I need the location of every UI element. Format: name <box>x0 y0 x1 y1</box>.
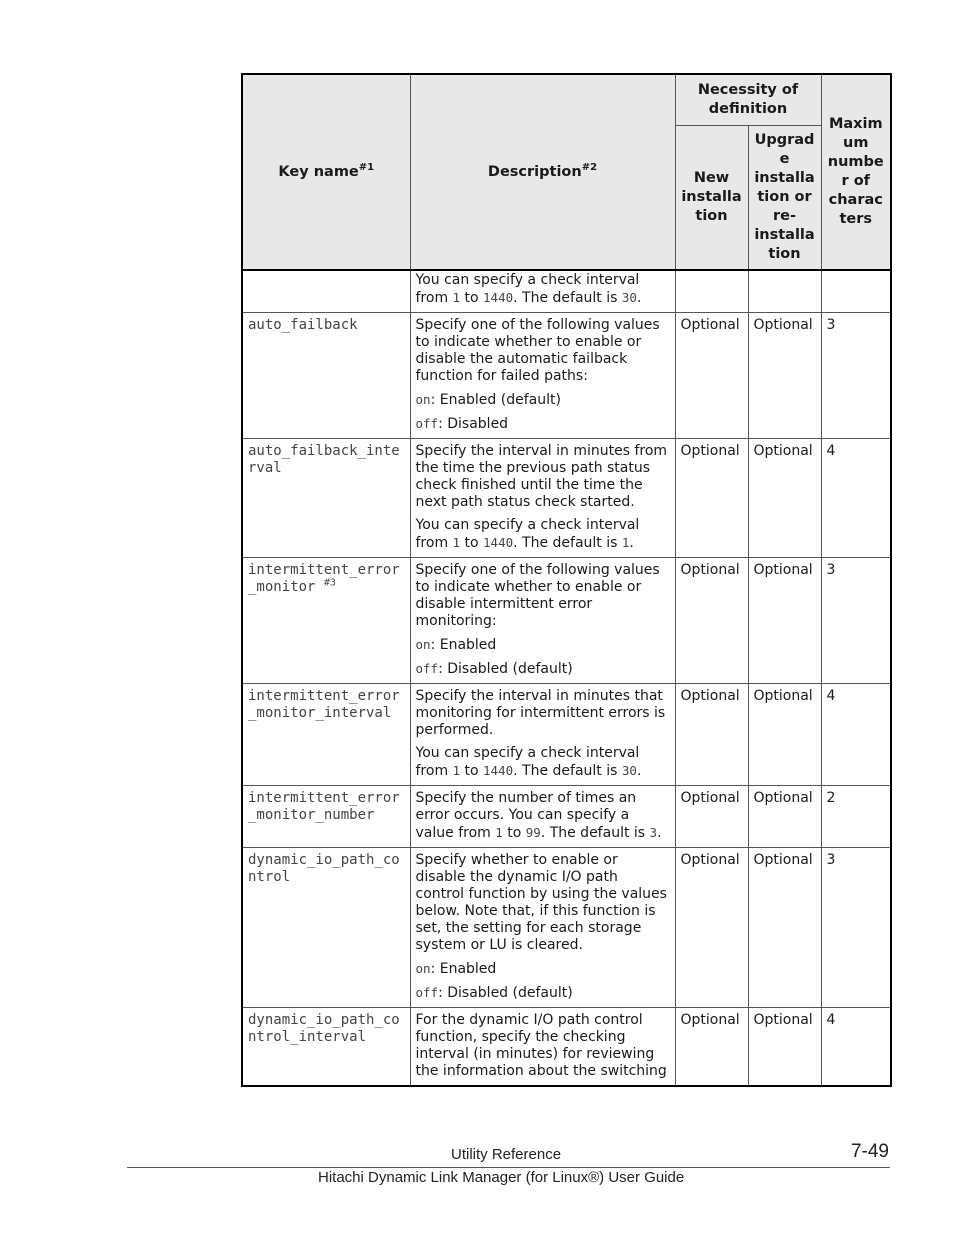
description-text: Specify the interval in minutes from the time the previous path status check finished until the time the next path status check started. <box>415 443 668 510</box>
code-value: 1 <box>452 763 461 778</box>
key-name-cell <box>242 313 410 439</box>
description-paragraph <box>416 443 670 511</box>
description-text: : Disabled (default) <box>438 661 573 677</box>
description-cell <box>410 270 675 313</box>
code-value: on <box>415 392 431 407</box>
header-upgrade: Upgrad e installa tion or re- installa tion <box>748 126 821 271</box>
description-paragraph <box>416 272 670 307</box>
code-value: 30 <box>621 763 637 778</box>
code-value: on <box>415 961 431 976</box>
upgrade-cell <box>748 270 821 313</box>
table-row <box>242 313 891 439</box>
description-text: to <box>502 825 526 841</box>
code-value: 1 <box>452 535 461 550</box>
description-cell <box>410 558 675 684</box>
description-text: . <box>629 535 634 551</box>
upgrade-cell: Optional <box>748 848 821 1008</box>
description-text: Specify the interval in minutes that monitoring for intermittent errors is performed. <box>415 688 666 738</box>
description-paragraph <box>416 1012 670 1080</box>
table-header <box>242 74 891 270</box>
footer-document-title: Hitachi Dynamic Link Manager (for Linux®) User Guide <box>318 1169 685 1186</box>
description-paragraph <box>416 852 670 954</box>
description-text: . <box>636 763 642 779</box>
description-text: Specify one of the following values to indicate whether to enable or disable intermittent error monitoring: <box>415 562 660 629</box>
code-value: 1 <box>621 535 630 550</box>
new-install-cell: Optional <box>675 786 748 848</box>
description-text: . The default is <box>513 535 622 551</box>
header-necessity: Necessity of definition <box>675 74 821 126</box>
code-value: 1440 <box>483 535 514 550</box>
description-paragraph <box>416 317 670 385</box>
key-name-cell <box>242 786 410 848</box>
max-chars-cell: 3 <box>821 313 891 439</box>
new-install-cell: Optional <box>675 313 748 439</box>
description-text: : Enabled <box>430 637 497 653</box>
max-chars-cell: 3 <box>821 558 891 684</box>
new-install-cell <box>675 270 748 313</box>
code-value: 1440 <box>483 763 514 778</box>
new-install-cell: Optional <box>675 1008 748 1087</box>
key-name: intermittent_error_monitor_interval <box>248 688 400 721</box>
footer-section: Utility Reference <box>451 1146 562 1163</box>
key-name: intermittent_error_monitor_number <box>248 790 400 823</box>
table-row <box>242 848 891 1008</box>
header-description-note: #2 <box>581 161 598 173</box>
description-text: : Enabled (default) <box>430 392 561 408</box>
code-value: 1440 <box>483 290 514 305</box>
code-value: off <box>415 985 439 1000</box>
table-row <box>242 1008 891 1087</box>
description-text: . The default is <box>513 763 622 779</box>
table-row <box>242 684 891 786</box>
code-value: 1 <box>452 290 461 305</box>
max-chars-cell <box>821 270 891 313</box>
upgrade-cell: Optional <box>748 1008 821 1087</box>
upgrade-cell: Optional <box>748 558 821 684</box>
new-install-cell: Optional <box>675 558 748 684</box>
description-text: to <box>460 763 484 779</box>
description-paragraph <box>416 660 670 678</box>
upgrade-cell: Optional <box>748 786 821 848</box>
max-chars-cell: 3 <box>821 848 891 1008</box>
code-value: 30 <box>621 290 637 305</box>
key-name-cell <box>242 439 410 558</box>
description-text: . The default is <box>540 825 650 841</box>
description-paragraph <box>416 415 670 433</box>
upgrade-cell: Optional <box>748 439 821 558</box>
description-cell <box>410 684 675 786</box>
new-install-cell: Optional <box>675 684 748 786</box>
upgrade-cell: Optional <box>748 684 821 786</box>
key-definition-table <box>241 73 892 1087</box>
code-value: off <box>415 416 439 431</box>
key-name-cell <box>242 270 410 313</box>
description-text: Specify the number of times an error occurs. You can specify a value from <box>415 790 637 841</box>
table-row <box>242 786 891 848</box>
header-new-install: New installa tion <box>675 126 748 271</box>
description-paragraph <box>416 517 670 552</box>
description-text: You can specify a check interval from <box>415 745 640 779</box>
header-max-chars: Maxim um numbe r of charac ters <box>821 74 891 270</box>
description-paragraph <box>416 636 670 654</box>
table-row <box>242 558 891 684</box>
description-text: . <box>657 825 662 841</box>
max-chars-cell: 4 <box>821 684 891 786</box>
description-text: . <box>636 290 642 306</box>
description-text: You can specify a check interval from <box>415 272 640 306</box>
footer-rule <box>127 1167 890 1168</box>
code-value: off <box>415 661 439 676</box>
code-value: on <box>415 637 431 652</box>
key-name: auto_failback_interval <box>248 443 400 476</box>
key-name-note: #3 <box>323 577 336 589</box>
header-key-name: Key name$^{\#1}$ <box>242 74 410 270</box>
description-text: : Disabled (default) <box>438 985 573 1001</box>
key-name-cell <box>242 1008 410 1087</box>
description-text: to <box>460 290 484 306</box>
description-paragraph <box>416 745 670 780</box>
max-chars-cell: 4 <box>821 439 891 558</box>
description-text: : Disabled <box>438 416 509 432</box>
description-paragraph <box>416 984 670 1002</box>
header-description: Description$^{\#2}$ <box>410 74 675 270</box>
description-cell <box>410 786 675 848</box>
description-text: Specify whether to enable or disable the dynamic I/O path control function by using the values below. Note that, if this function is set, the setting for each storage system or LU is cleared. <box>415 852 667 953</box>
table-body <box>242 270 891 1086</box>
description-cell <box>410 439 675 558</box>
key-name: dynamic_io_path_control_interval <box>248 1012 400 1045</box>
key-name: dynamic_io_path_control <box>248 852 400 885</box>
description-text: : Enabled <box>430 961 497 977</box>
footer-page-number: 7-49 <box>850 1141 889 1162</box>
key-name-cell <box>242 558 410 684</box>
max-chars-cell: 2 <box>821 786 891 848</box>
key-name: intermittent_error_monitor <box>248 562 400 595</box>
description-text: For the dynamic I/O path control function, specify the checking interval (in minutes) for reviewing the information about the switching <box>415 1012 667 1079</box>
description-paragraph <box>416 391 670 409</box>
header-key-name-note: #1 <box>358 161 375 173</box>
description-paragraph <box>416 562 670 630</box>
table-row <box>242 439 891 558</box>
upgrade-cell: Optional <box>748 313 821 439</box>
description-cell <box>410 848 675 1008</box>
key-name: auto_failback <box>248 317 358 333</box>
max-chars-cell: 4 <box>821 1008 891 1087</box>
description-text: to <box>460 535 484 551</box>
key-name-cell <box>242 848 410 1008</box>
description-cell <box>410 313 675 439</box>
code-value: 99 <box>525 825 541 840</box>
new-install-cell: Optional <box>675 439 748 558</box>
code-value: 1 <box>495 825 503 840</box>
description-paragraph <box>416 960 670 978</box>
description-text: Specify one of the following values to indicate whether to enable or disable the automatic failback function for failed paths: <box>415 317 660 384</box>
description-paragraph <box>416 688 670 739</box>
description-paragraph <box>416 790 670 842</box>
table-row <box>242 270 891 313</box>
code-value: 3 <box>649 825 658 840</box>
description-cell <box>410 1008 675 1087</box>
description-text: . The default is <box>513 290 622 306</box>
key-name-cell <box>242 684 410 786</box>
description-text: You can specify a check interval from <box>415 517 640 551</box>
new-install-cell: Optional <box>675 848 748 1008</box>
